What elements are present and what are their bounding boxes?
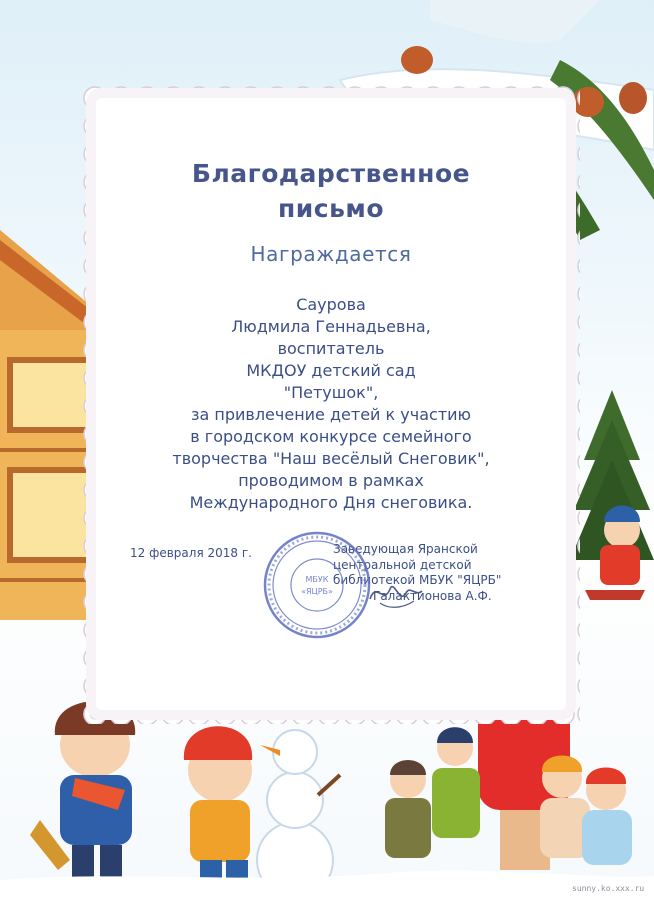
body-line: творчества "Наш весёлый Снеговик", (172, 449, 490, 468)
svg-text:«ЯЦРБ»: «ЯЦРБ» (301, 587, 333, 596)
svg-text:МБУК: МБУК (305, 575, 329, 584)
awarded-heading: Награждается (250, 242, 412, 266)
title-line-1: Благодарственное (191, 159, 471, 188)
body-line: "Петушок", (283, 383, 379, 402)
boy-with-shovel-illustration (30, 701, 135, 880)
signer-line: библиотекой МБУК "ЯЦРБ" (333, 573, 502, 587)
letter-date: 12 февраля 2018 г. (130, 546, 252, 560)
body-line: проводимом в рамках (238, 471, 424, 490)
body-line: Людмила Геннадьевна, (231, 317, 431, 336)
body-line: Международного Дня снеговика. (189, 493, 473, 512)
title-line-2: письмо (277, 194, 385, 223)
signer-line: Заведующая Яранской (333, 542, 478, 556)
signer-line: центральной детской (333, 557, 472, 572)
watermark-text: sunny.ko.xxx.ru (572, 884, 645, 893)
body-line: воспитатель (277, 339, 385, 358)
letter-body (96, 294, 566, 514)
body-line: за привлечение детей к участию (190, 405, 471, 424)
letter-title (96, 156, 566, 226)
body-line: МКДОУ детский сад (246, 361, 416, 380)
official-stamp (262, 530, 372, 640)
boy-and-snowman-illustration (184, 726, 340, 898)
body-line: в городском конкурсе семейного (190, 427, 472, 446)
body-line: Саурова (296, 295, 366, 314)
signer-line: Галактионова А.Ф. (373, 588, 492, 603)
signature (366, 575, 426, 615)
